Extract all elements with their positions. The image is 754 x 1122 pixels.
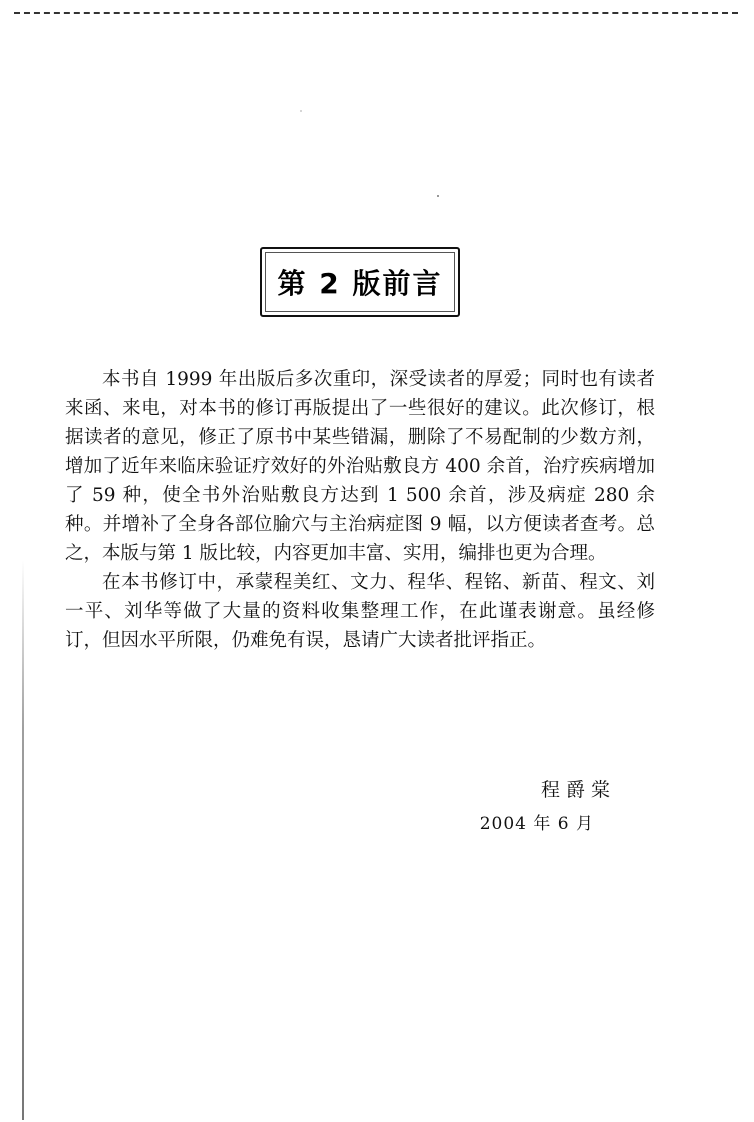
left-page-edge <box>22 560 24 1120</box>
signature-date: 2004 年 6 月 <box>479 814 594 834</box>
scan-speck <box>300 110 302 112</box>
paragraph-1: 本书自 1999 年出版后多次重印，深受读者的厚爱；同时也有读者来函、来电，对本书的修订再版提出了一些很好的建议。此次修订，根据读者的意见，修正了原书中某些错漏，删除了不易配制的少数方剂，增加了近年来临床验证疗效好的外治贴敷良方 400 余首，治疗疾病增加了 59 种，使全书外治贴敷良方达到 1 500 余首，涉及病症 280 余种。并增补了全身各部位腧穴与主治病症图 9 幅，以方便读者查考。总之，本版与第 1 版比较，内容更加丰富、实用，编排也更为合理。 <box>65 369 655 564</box>
paragraph-2: 在本书修订中，承蒙程美红、文力、程华、程铭、新苗、程文、刘一平、刘华等做了大量的资料收集整理工作，在此谨表谢意。虽经修订，但因水平所限，仍难免有误，恳请广大读者批评指正。 <box>65 572 655 651</box>
page-title: 第 2 版前言 <box>277 267 443 300</box>
scan-speck <box>437 195 439 197</box>
top-border-rule <box>14 12 738 14</box>
preface-body <box>65 365 655 655</box>
author-signature: 程爵棠 <box>540 779 616 801</box>
title-frame <box>260 247 460 317</box>
